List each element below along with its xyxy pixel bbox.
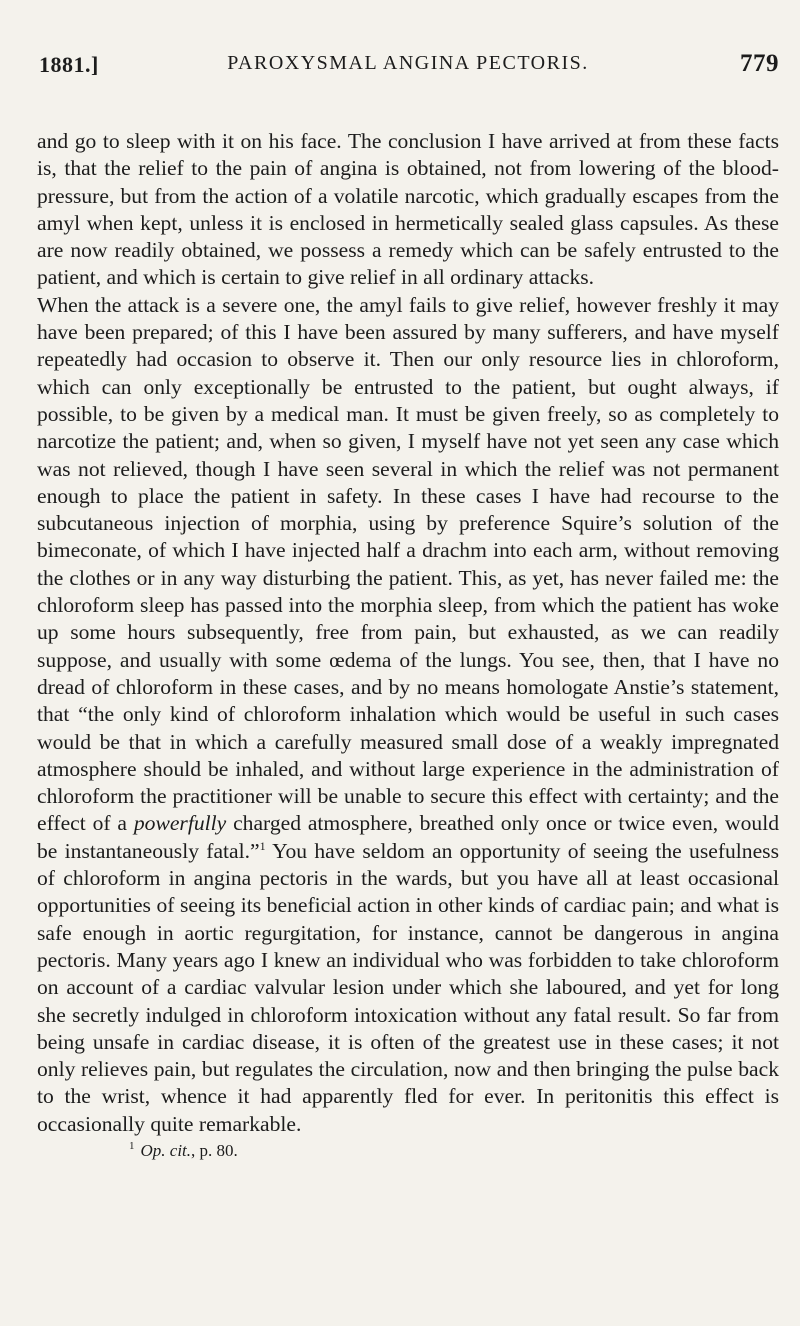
running-head: [37, 50, 779, 84]
running-head-title: PAROXYSMAL ANGINA PECTORIS.: [227, 52, 589, 74]
paragraph-2: [37, 292, 779, 1138]
footnote-reference: 1: [259, 838, 266, 853]
paragraph-1: [37, 128, 779, 292]
footnote-mark: 1: [129, 1140, 135, 1153]
book-page: [37, 50, 779, 1162]
running-head-year: 1881.]: [39, 52, 99, 77]
emphasis-word: powerfully: [133, 811, 227, 836]
paragraph-2-text-c: You have seldom an opportunity of seeing the usefulness of chloroform in angina pectoris in the wards, but you have all at least occasional opportunities of seeing its beneficial action in other kinds of cardiac pain; and what is safe enough in aortic regurgitation, for instance, cannot be dangerous in angina pectoris. Many years ago I knew an individual who was forbidden to take chloroform on account of a cardiac valvular lesion under which she laboured, and yet for long she secretly indulged in chloroform intoxication without any fatal result. So far from being unsafe in cardiac disease, it is often of the greatest use in these cases; it not only relieves pain, but regulates the circulation, now and then bringing the pulse back to the wrist, whence it had apparently fled for ever. In peritonitis this effect is occasionally quite remarkable.: [37, 838, 779, 1136]
body-text: [37, 128, 779, 1138]
paragraph-2-text-a: When the attack is a severe one, the amyl fails to give relief, however freshly it may have been prepared; of this I have been assured by many sufferers, and have myself repeatedly had occasion to observe it. Then our only resource lies in chloroform, which can only exceptionally be entrusted to the patient, but ought always, if possible, to be given by a medical man. It must be given freely, so as completely to narcotize the patient; and, when so given, I myself have not yet seen any case which was not relieved, though I have seen several in which the relief was not permanent enough to place the patient in safety. In these cases I have had recourse to the subcutaneous injection of morphia, using by preference Squire’s solution of the bimeconate, of which I have injected half a drachm into each arm, without removing the clothes or in any way disturbing the patient. This, as yet, has never failed me: the chloroform sleep has passed into the morphia sleep, from which the patient has woke up some hours subsequently, free from pain, but exhausted, as we can readily suppose, and usually with some œdema of the lungs. You see, then, that I have no dread of chloroform in these cases, and by no means homologate Anstie’s statement, that “the only kind of chloroform inhalation which would be useful in such cases would be that in which a carefully measured small dose of a weakly impregnated atmosphere should be inhaled, and without large experience in the administration of chloroform the practitioner will be unable to secure this effect with certainty; and the effect of a: [37, 292, 779, 836]
paragraph-2-text-b: charged atmosphere, breathed only once or twice even, would be instantaneously fatal.”: [37, 811, 779, 863]
paragraph-1-text: and go to sleep with it on his face. The conclusion I have arrived at from these facts is, that the relief to the pain of angina is obtained, not from lowering of the blood-pressure, but from the action of a volatile narcotic, which gradually escapes from the amyl when kept, unless it is enclosed in hermetically sealed glass capsules. As these are now readily obtained, we possess a remedy which can be safely entrusted to the patient, and which is certain to give relief in all ordinary attacks.: [37, 129, 779, 290]
page-number: 779: [740, 50, 779, 77]
footnote-citation-italic: Op. cit.: [140, 1140, 192, 1160]
footnote-citation-rest: , p. 80.: [191, 1140, 238, 1160]
footnote: [37, 1140, 779, 1162]
